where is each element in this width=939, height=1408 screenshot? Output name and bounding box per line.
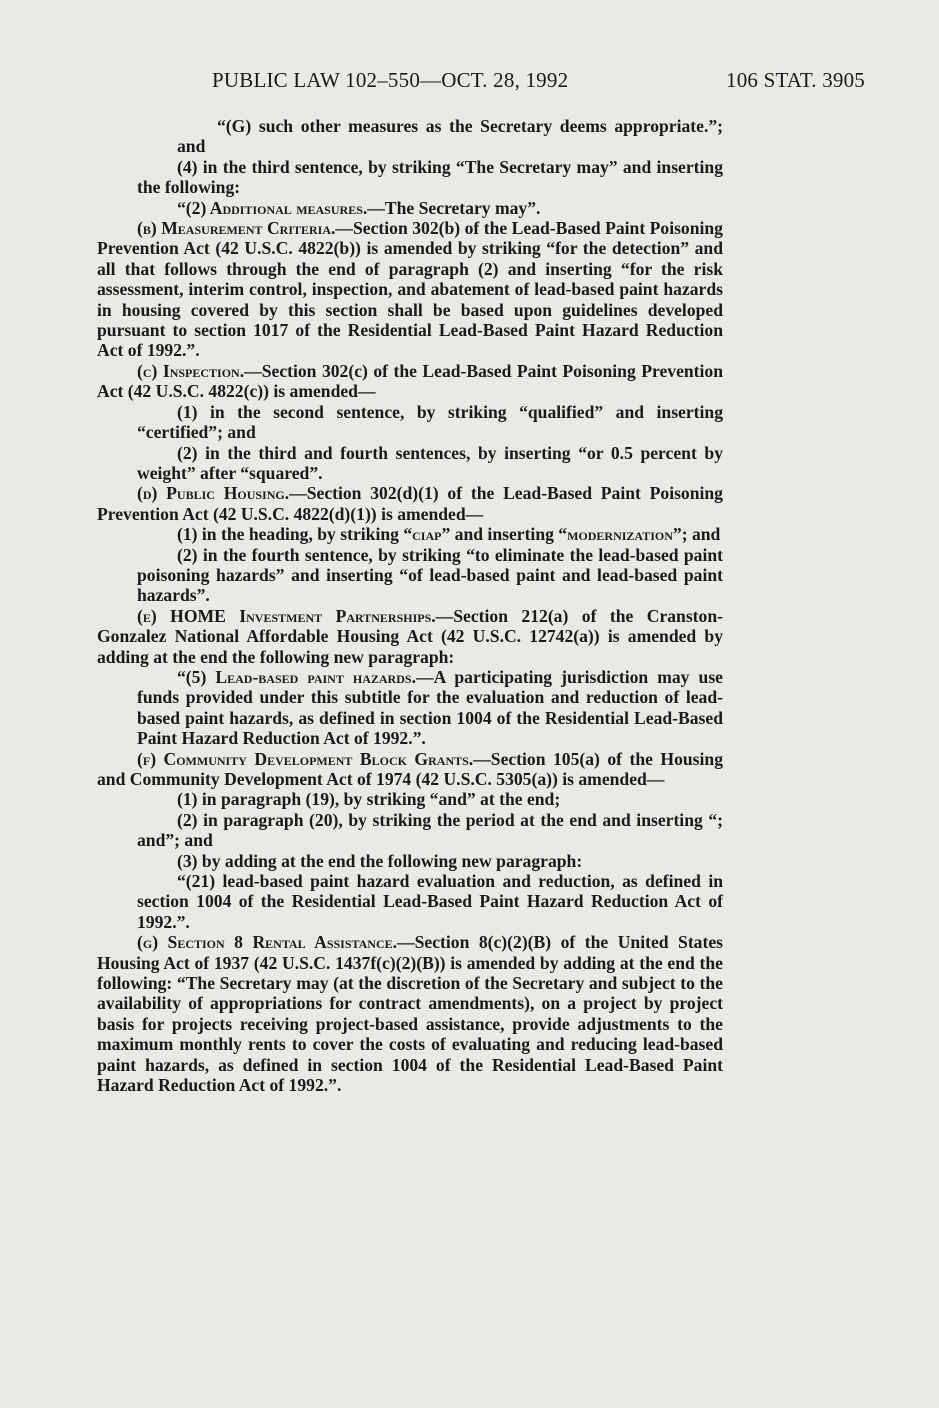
section-heading: (c) Inspection. bbox=[137, 360, 245, 381]
paragraph-d-1 bbox=[97, 524, 723, 544]
paragraph-text: —A participating jurisdiction may use funds provided under this subtitle for the evaluation and reduction of lead-based paint hazards, as defined in section 1004 of the Residential Lead-Based Paint Hazard Reduction Act of 1992.”. bbox=[137, 666, 723, 749]
modernization-term: modernization bbox=[567, 524, 673, 545]
paragraph-additional-measures bbox=[97, 198, 723, 218]
paragraph-text: (2) in the third and fourth sentences, by inserting “or 0.5 percent by weight” after “squared”. bbox=[137, 442, 723, 483]
paragraph-text: —Section 302(b) of the Lead-Based Paint Poisoning Prevention Act (42 U.S.C. 4822(b)) is amended by striking “for the detection” and all that follows through the end of paragraph (2) and inserting “for the risk assessment, interim control, inspection, and abatement of lead-based paint hazards in housing covered by this section shall be based upon guidelines developed pursuant to section 1017 of the Residential Lead-Based Paint Hazard Reduction Act of 1992.”. bbox=[97, 218, 723, 361]
paragraph-text: (1) in paragraph (19), by striking “and” at the end; bbox=[177, 789, 561, 810]
paragraph-c-1 bbox=[97, 402, 723, 443]
document-body bbox=[97, 116, 723, 1096]
paragraph-text: —Section 105(a) of the Housing and Community Development Act of 1974 (42 U.S.C. 5305(a)) is amended— bbox=[97, 748, 723, 789]
paragraph-f-1 bbox=[97, 789, 723, 809]
paragraph-text: —Section 8(c)(2)(B) of the United States Housing Act of 1937 (42 U.S.C. 1437f(c)(2)(B)) is amended by adding at the end the following: “The Secretary may (at the discretion of the Secretary and subject to the availability of appropriations for contract amendments), on a project by project basis for projects receiving project-based assistance, provide adjustments to the maximum monthly rents to cover the costs of evaluating and reducing lead-based paint hazards, as defined in section 1004 of the Residential Lead-Based Paint Hazard Reduction Act of 1992.”. bbox=[97, 932, 723, 1096]
paragraph-text: “(21) lead-based paint hazard evaluation and reduction, as defined in section 1004 of the Residential Lead-Based Paint Hazard Reduction Act of 1992.”. bbox=[137, 871, 723, 932]
paragraph-text: (2) in the fourth sentence, by striking “to eliminate the lead-based paint poisoning hazards” and inserting “of lead-based paint and lead-based paint hazards”. bbox=[137, 544, 723, 606]
section-d-public-housing bbox=[97, 483, 723, 524]
section-heading: “(2) Additional measures. bbox=[177, 197, 368, 218]
section-heading: (b) Measurement Criteria. bbox=[137, 218, 336, 239]
paragraph-text: (4) in the third sentence, by striking “The Secretary may” and inserting the following: bbox=[137, 156, 723, 198]
section-heading: (f) Community Development Block Grants. bbox=[137, 748, 474, 769]
paragraph-text: “(G) such other measures as the Secretary deems appropriate.”; and bbox=[177, 116, 723, 157]
section-heading: “(5) Lead-based paint hazards. bbox=[177, 666, 416, 687]
paragraph-text: ” and inserting “ bbox=[441, 524, 568, 545]
section-g-section-8-rental bbox=[97, 932, 723, 1095]
paragraph-21-lead-hazard bbox=[97, 871, 723, 932]
paragraph-text: —Section 302(c) of the Lead-Based Paint Poisoning Prevention Act (42 U.S.C. 4822(c)) is amended— bbox=[97, 360, 723, 402]
section-c-inspection bbox=[97, 361, 723, 402]
paragraph-4-third-sentence bbox=[97, 157, 723, 198]
paragraph-text: (1) in the second sentence, by striking “qualified” and inserting “certified”; and bbox=[137, 401, 723, 443]
page-header bbox=[97, 68, 865, 96]
paragraph-c-2 bbox=[97, 443, 723, 484]
paragraph-text: (1) in the heading, by striking “ bbox=[177, 524, 413, 545]
ciap-term: ciap bbox=[412, 524, 442, 545]
paragraph-d-2 bbox=[97, 545, 723, 606]
section-heading: (d) Public Housing. bbox=[137, 483, 290, 504]
public-law-title: PUBLIC LAW 102–550—OCT. 28, 1992 bbox=[212, 68, 569, 92]
paragraph-g-measures bbox=[97, 116, 723, 157]
section-b-measurement-criteria bbox=[97, 218, 723, 361]
section-heading: (g) Section 8 Rental Assistance. bbox=[137, 932, 398, 953]
paragraph-f-3 bbox=[97, 851, 723, 871]
paragraph-text: ”; and bbox=[672, 524, 721, 545]
section-heading: (e) HOME Investment Partnerships. bbox=[137, 605, 436, 626]
section-e-home-investment bbox=[97, 606, 723, 667]
paragraph-text: (3) by adding at the end the following new paragraph: bbox=[177, 850, 583, 871]
paragraph-text: —Section 302(d)(1) of the Lead-Based Paint Poisoning Prevention Act (42 U.S.C. 4822(d)(1)) is amended— bbox=[97, 483, 723, 524]
statute-page-number: 106 STAT. 3905 bbox=[726, 68, 865, 92]
section-f-community-development bbox=[97, 749, 723, 790]
paragraph-text: —Section 212(a) of the Cranston-Gonzalez National Affordable Housing Act (42 U.S.C. 12742(a)) is amended by adding at the end the following new paragraph: bbox=[97, 605, 723, 667]
paragraph-f-2 bbox=[97, 810, 723, 851]
paragraph-lead-based-paint-hazards bbox=[97, 667, 723, 749]
paragraph-text: (2) in paragraph (20), by striking the period at the end and inserting “; and”; and bbox=[137, 809, 723, 851]
paragraph-text: —The Secretary may”. bbox=[367, 197, 541, 218]
